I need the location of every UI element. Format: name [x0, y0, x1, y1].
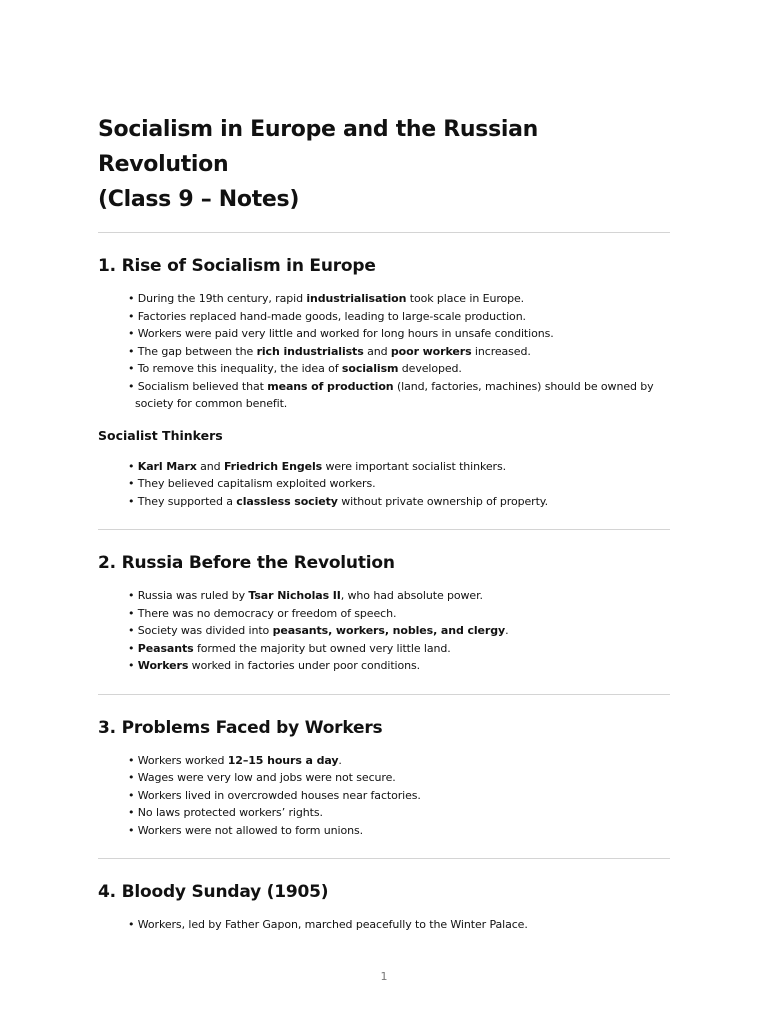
list-item: • During the 19th century, rapid industrialisation took place in Europe. [128, 292, 525, 305]
list-item: • Karl Marx and Friedrich Engels were important socialist thinkers. [128, 459, 507, 473]
page-number: 1 [380, 970, 388, 983]
list-item: • Workers worked 12–15 hours a day. [128, 753, 342, 767]
list-item: • Workers worked in factories under poor conditions. [128, 659, 421, 672]
section-1-heading: 1. Rise of Socialism in Europe [98, 256, 376, 276]
section-3-list [98, 752, 670, 840]
list-item: • Wages were very low and jobs were not secure. [128, 771, 396, 784]
list-item: • No laws protected workers’ rights. [128, 806, 323, 819]
section-2-heading: 2. Russia Before the Revolution [98, 553, 395, 573]
section-4-heading: 4. Bloody Sunday (1905) [98, 882, 329, 902]
list-item: • The gap between the rich industrialists and poor workers increased. [128, 344, 531, 358]
divider [98, 694, 670, 695]
list-item: • Workers, led by Father Gapon, marched peacefully to the Winter Palace. [128, 918, 528, 931]
section-4-list [98, 916, 670, 934]
list-item: • Peasants formed the majority but owned very little land. [128, 641, 451, 655]
section-2-list [98, 587, 670, 675]
title-line-2: (Class 9 – Notes) [98, 187, 300, 212]
section-1-list [98, 290, 670, 413]
list-item: • Society was divided into peasants, workers, nobles, and clergy. [128, 624, 509, 637]
section-3-heading: 3. Problems Faced by Workers [98, 717, 383, 738]
divider [98, 529, 670, 530]
list-item: • There was no democracy or freedom of speech. [128, 606, 397, 620]
list-item: • Workers were paid very little and worked for long hours in unsafe conditions. [128, 327, 554, 340]
list-item: • Socialism believed that means of production (land, factories, machines) should be owned by society for common benefit. [128, 379, 654, 410]
list-item: • Workers lived in overcrowded houses near factories. [128, 788, 421, 802]
list-item: • Russia was ruled by Tsar Nicholas II, who had absolute power. [128, 589, 483, 602]
socialist-thinkers-heading: Socialist Thinkers [98, 427, 223, 443]
list-item: • Factories replaced hand-made goods, leading to large-scale production. [128, 309, 526, 323]
list-item: • They supported a classless society without private ownership of property. [128, 494, 549, 508]
title-line-1: Socialism in Europe and the Russian Revolution [98, 117, 539, 177]
document-title [98, 112, 670, 217]
list-item: • They believed capitalism exploited workers. [128, 477, 376, 490]
divider [98, 232, 670, 233]
list-item: • Workers were not allowed to form unions. [128, 823, 364, 837]
list-item: • To remove this inequality, the idea of socialism developed. [128, 362, 462, 375]
divider [98, 858, 670, 859]
document-page [98, 112, 670, 934]
socialist-thinkers-list [98, 458, 670, 511]
